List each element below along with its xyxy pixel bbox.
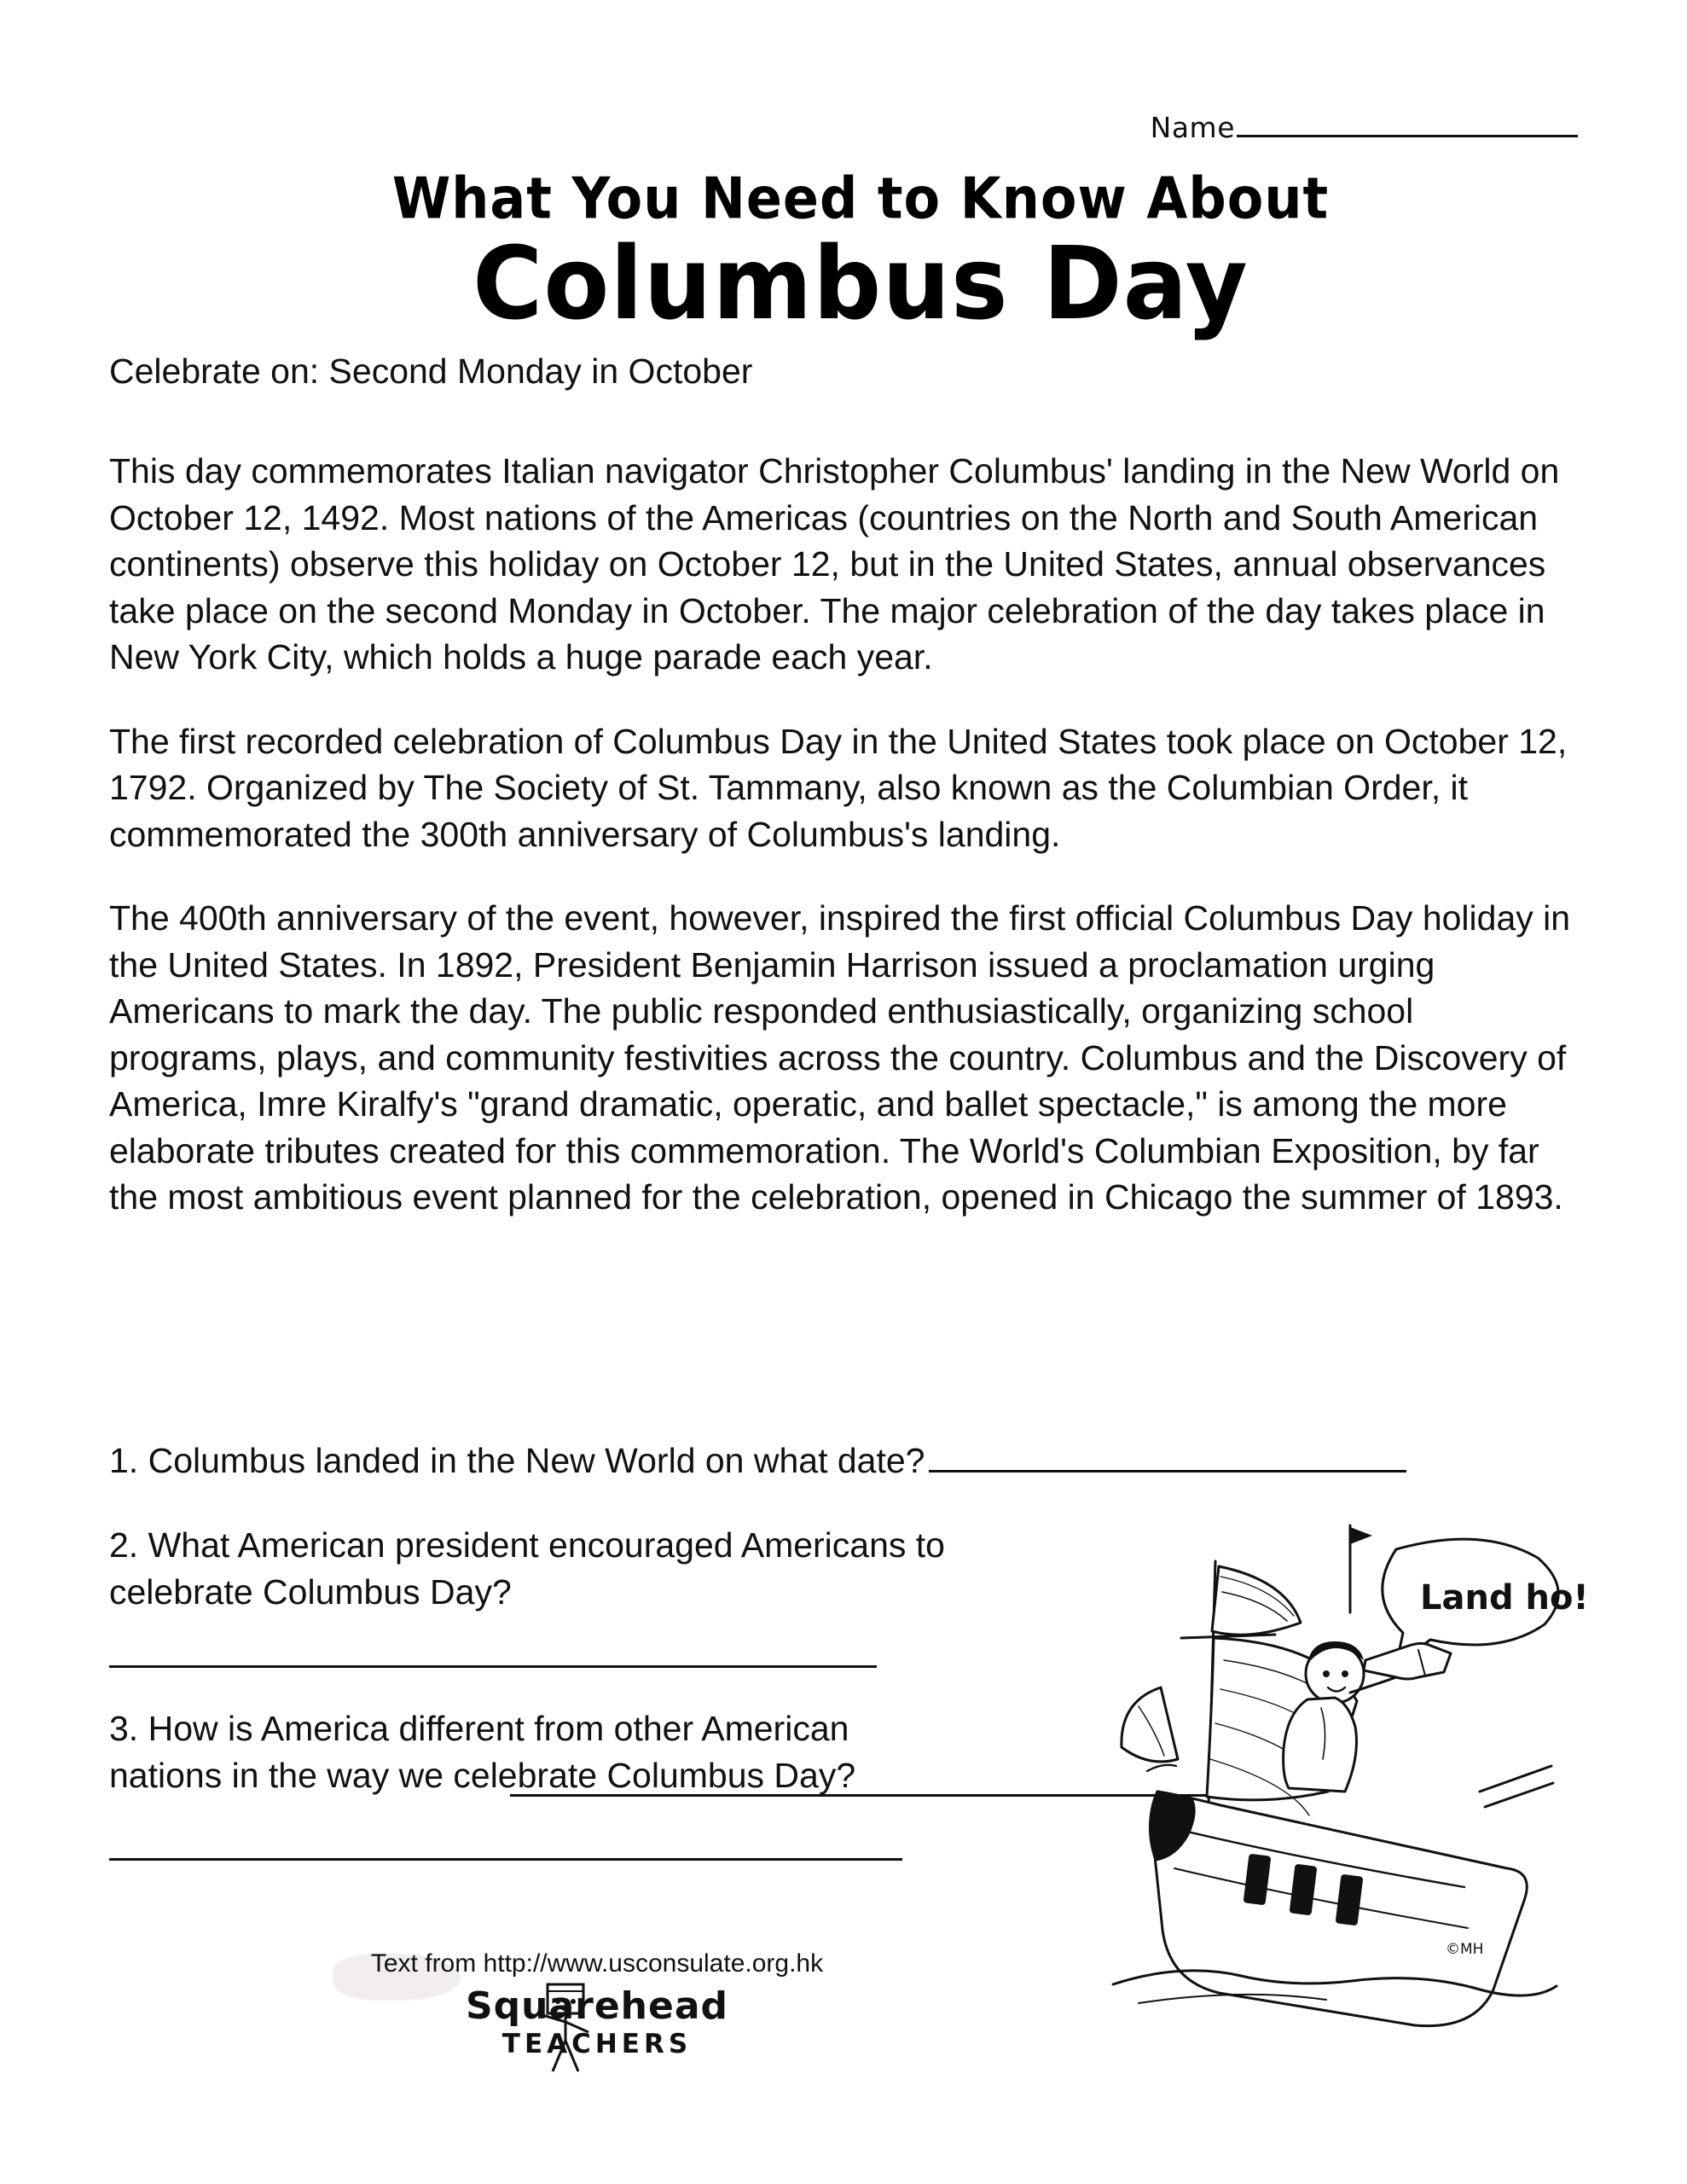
question-3-answer-blank-2[interactable] [109,1833,902,1861]
paragraph-3: The 400th anniversary of the event, however, inspired the first official Columbus Day holiday in the United States. In 1892, President Benjamin Harrison issued a proclamation urging Americans to mark the day. The public responded enthusiastically, organizing school programs, plays, and community festivities across the country. Columbus and the Discovery of America, Imre Kiralfy's "grand dramatic, operatic, and ballet spectacle," is among the more elaborate tributes created for this commemoration. The World's Columbian Exposition, by far the most ambitious event planned for the celebration, opened in Chicago the summer of 1893. [109,898,1571,1217]
source-credit: Text from http://www.usconsulate.org.hk [370,1949,824,1978]
question-2-text: 2. What American president encouraged Americans to celebrate Columbus Day? [109,1525,945,1612]
worksheet-subtitle: What You Need to Know About [391,165,1330,232]
celebrate-on-line: Celebrate on: Second Monday in October [109,351,753,391]
question-2-answer-blank[interactable] [109,1640,877,1668]
question-3-text: 3. How is America different from other American nations in the way we celebrate Columbus Day? [109,1708,856,1795]
ship-illustration [1079,1510,1591,2039]
question-1-block [109,1438,1576,1484]
logo-subtitle: TEACHERS [501,2029,693,2059]
speech-bubble-text: Land ho! [1420,1578,1589,1618]
logo-word: Squarehead [465,1984,729,2028]
paragraph-1: This day commemorates Italian navigator Christopher Columbus' landing in the New World on October 12, 1492. Most nations of the Americas (countries on the North and South American continents) observe this holiday on October 12, but in the United States, annual observances take place on the second Monday in October. The major celebration of the day takes place in New York City, which holds a huge parade each year. [109,451,1560,677]
squarehead-teachers-logo [0,1984,1194,2059]
worksheet-body [109,350,1576,1258]
question-1-answer-blank[interactable] [929,1446,1406,1472]
name-field-row [1151,109,1578,144]
paragraph-2: The first recorded celebration of Columbus Day in the United States took place on October 12, 1792. Organized by The Society of St. Tammany, also known as the Columbian Order, it commemorated the 300th anniversary of Columbus's landing. [109,721,1568,854]
worksheet-title: Columbus Day [472,225,1249,343]
artist-mark: ©MH [1446,1941,1484,1958]
name-input-blank[interactable] [1237,109,1578,137]
name-label: Name [1150,111,1235,144]
question-1-text: 1. Columbus landed in the New World on what date? [109,1441,925,1480]
